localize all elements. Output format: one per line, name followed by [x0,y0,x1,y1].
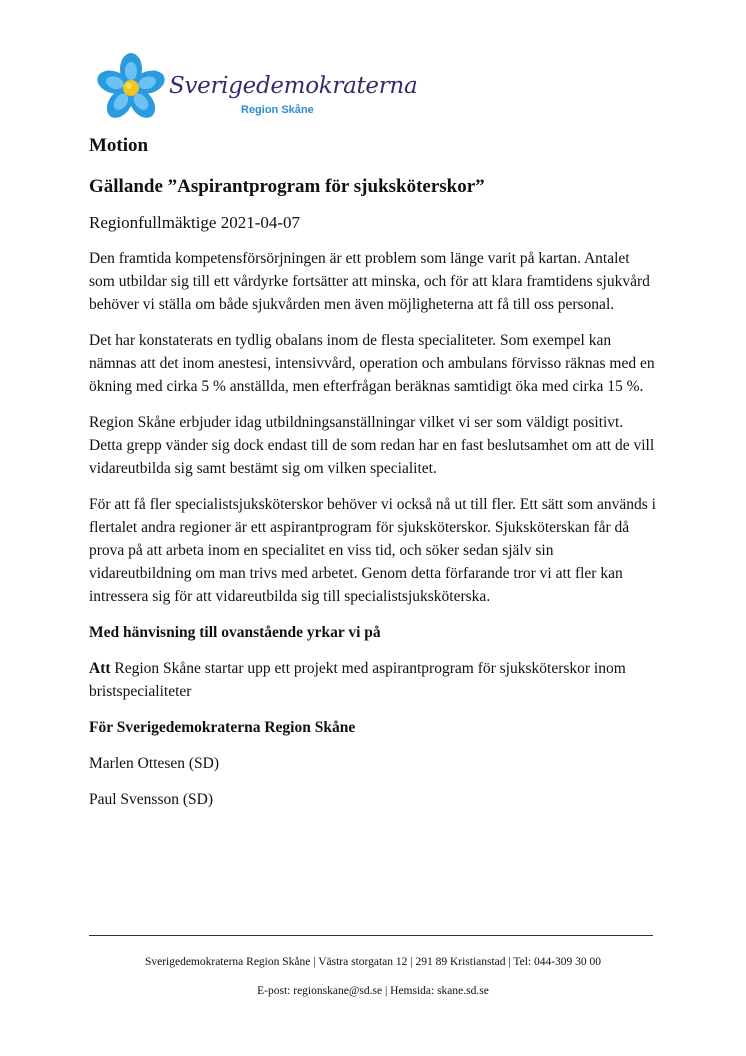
proposal-text: Region Skåne startar upp ett projekt med aspirantprogram för sjuksköterskor inom bristspecialiteter [89,660,626,700]
signer-1: Marlen Ottesen (SD) [89,755,219,772]
footer-divider [89,935,653,936]
paragraph-1: Den framtida kompetensförsörjningen är ett problem som länge varit på kartan. Antalet som utbildar sig till ett vårdyrke fortsätter att minska, och för att klara framtidens sjukvård behöver vi ställa om både sjukvården men även möjligheterna att få till oss personal. [89,250,650,313]
proposal-att: Att [89,660,111,677]
party-logo [92,52,418,122]
document-body [89,135,659,811]
document-title: Gällande ”Aspirantprogram för sjuksköterskor” [89,176,485,197]
flower-icon [92,52,170,122]
document-heading: Motion [89,135,149,156]
document-date: Regionfullmäktige 2021-04-07 [89,213,301,232]
referral-heading: Med hänvisning till ovanstående yrkar vi på [89,624,381,641]
signer-2: Paul Svensson (SD) [89,791,214,808]
paragraph-4: För att få fler specialistsjuksköterskor behöver vi också nå ut till fler. Ett sätt som används i flertalet andra regioner är ett aspirantprogram för sjuksköterskor. Sjuksköterskan får då prova på att arbeta inom en specialitet en viss tid, och söker sedan själv sin vidareutbildning om man trivs med arbetet. Genom detta förfarande tror vi att fler kan intressera sig för att vidareutbilda sig till specialistsjuksköterska. [89,496,656,605]
signature-heading: För Sverigedemokraterna Region Skåne [89,719,356,736]
proposal-paragraph [89,657,659,703]
logo-subtitle: Region Skåne [241,104,314,116]
paragraph-3: Region Skåne erbjuder idag utbildningsanställningar vilket vi ser som väldigt positivt. Detta grepp vänder sig dock endast till de som redan har en fast beslutsamhet om att de vill vidareutbilda sig samt bestämt sig om vilken specialitet. [89,414,655,477]
paragraph-2: Det har konstaterats en tydlig obalans inom de flesta specialiteter. Som exempel kan nämnas att det inom anestesi, intensivvård, operation och ambulans förvisso räknas med en ökning med cirka 5 % anställda, men efterfrågan beräknas samtidigt öka med cirka 15 %. [89,332,655,395]
footer-contact: E-post: regionskane@sd.se | Hemsida: skane.sd.se [257,985,489,997]
footer-address: Sverigedemokraterna Region Skåne | Västra storgatan 12 | 291 89 Kristianstad | Tel: 044-309 30 00 [144,956,602,968]
logo-wordmark: Sverigedemokraterna [169,73,418,99]
